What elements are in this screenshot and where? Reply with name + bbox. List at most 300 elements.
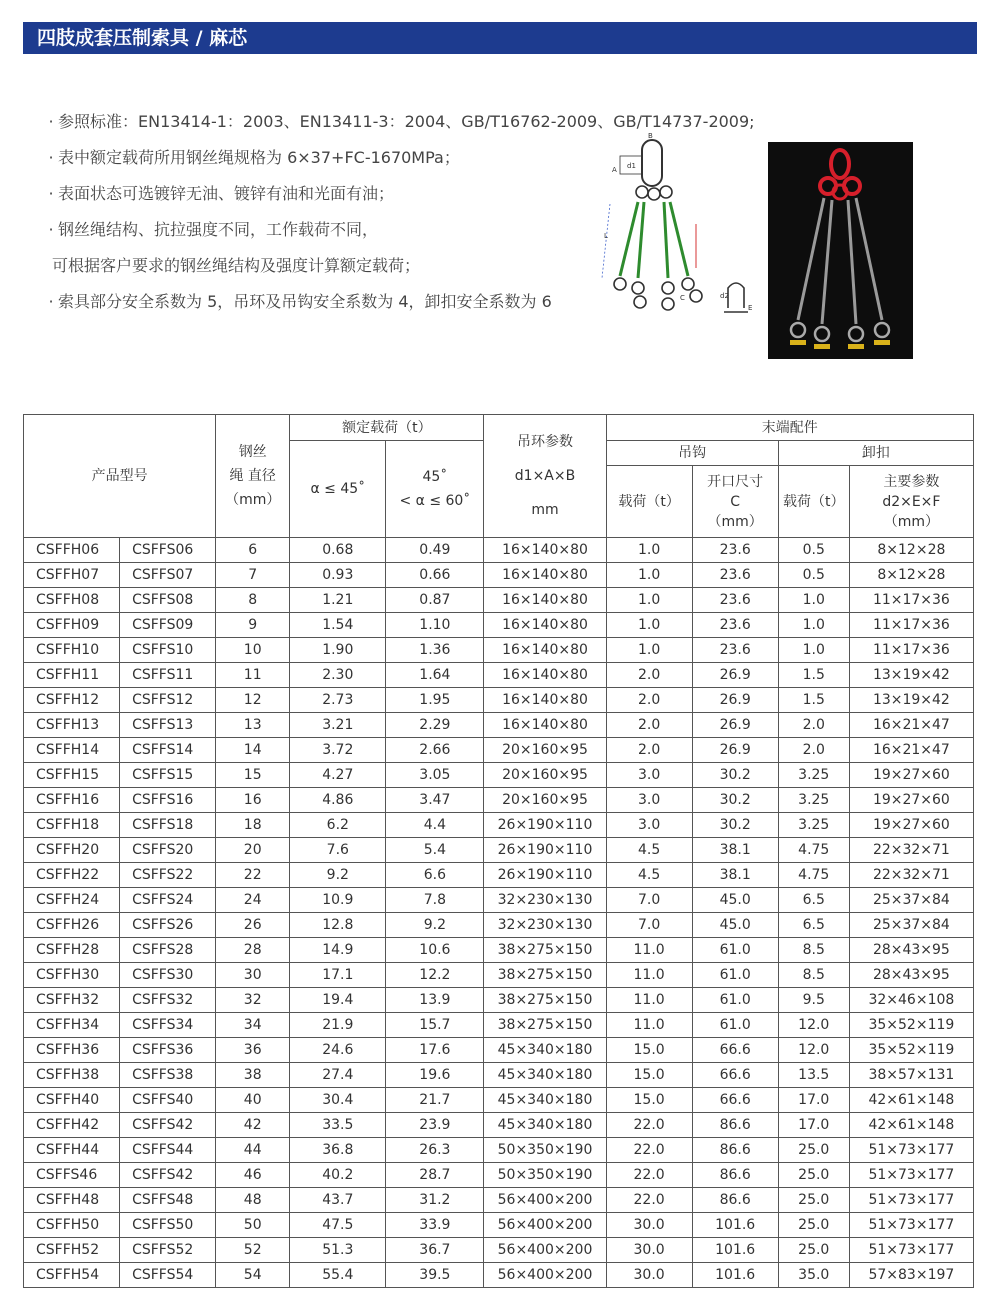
cell-load-45: 47.5 — [290, 1213, 386, 1238]
table-row — [24, 888, 974, 913]
cell-load-60: 36.7 — [386, 1238, 484, 1263]
cell-rope-diameter: 28 — [216, 938, 290, 963]
cell-ring-size: 20×160×95 — [484, 763, 606, 788]
cell-rope-diameter: 22 — [216, 863, 290, 888]
cell-rope-diameter: 50 — [216, 1213, 290, 1238]
cell-rope-diameter: 13 — [216, 713, 290, 738]
cell-load-60: 9.2 — [386, 913, 484, 938]
cell-hook-opening: 23.6 — [692, 563, 778, 588]
cell-hook-opening: 101.6 — [692, 1238, 778, 1263]
cell-model-s: CSFFS18 — [120, 813, 216, 838]
cell-model-h: CSFFH50 — [24, 1213, 120, 1238]
cell-model-s: CSFFS20 — [120, 838, 216, 863]
cell-load-60: 13.9 — [386, 988, 484, 1013]
cell-model-s: CSFFS16 — [120, 788, 216, 813]
note-item: · 钢丝绳结构、抗拉强度不同，工作载荷不同， — [48, 220, 379, 239]
cell-model-s: CSFFS42 — [120, 1163, 216, 1188]
header-hook-opening: 开口尺寸 C （mm） — [692, 466, 778, 538]
table-row — [24, 988, 974, 1013]
cell-hook-opening: 30.2 — [692, 763, 778, 788]
table-row — [24, 613, 974, 638]
cell-hook-load: 11.0 — [606, 1013, 692, 1038]
cell-rope-diameter: 14 — [216, 738, 290, 763]
cell-load-45: 55.4 — [290, 1263, 386, 1288]
cell-load-60: 23.9 — [386, 1113, 484, 1138]
cell-model-s: CSFFS09 — [120, 613, 216, 638]
table-row — [24, 1213, 974, 1238]
cell-shackle-load: 17.0 — [778, 1088, 849, 1113]
cell-rope-diameter: 20 — [216, 838, 290, 863]
header-rated-load: 额定载荷（t） — [290, 415, 484, 441]
cell-shackle-size: 8×12×28 — [849, 538, 973, 563]
cell-load-60: 7.8 — [386, 888, 484, 913]
cell-rope-diameter: 34 — [216, 1013, 290, 1038]
diagram-label-e: E — [748, 304, 753, 312]
cell-rope-diameter: 26 — [216, 913, 290, 938]
table-row — [24, 788, 974, 813]
cell-shackle-load: 8.5 — [778, 938, 849, 963]
diagram-label-c: C — [680, 294, 685, 302]
cell-ring-size: 16×140×80 — [484, 538, 606, 563]
cell-ring-size: 56×400×200 — [484, 1238, 606, 1263]
cell-hook-load: 2.0 — [606, 713, 692, 738]
cell-ring-size: 38×275×150 — [484, 1013, 606, 1038]
cell-load-60: 17.6 — [386, 1038, 484, 1063]
cell-rope-diameter: 24 — [216, 888, 290, 913]
cell-hook-opening: 26.9 — [692, 663, 778, 688]
cell-load-45: 17.1 — [290, 963, 386, 988]
cell-model-h: CSFFH30 — [24, 963, 120, 988]
cell-model-s: CSFFS52 — [120, 1238, 216, 1263]
cell-shackle-size: 32×46×108 — [849, 988, 973, 1013]
cell-load-60: 4.4 — [386, 813, 484, 838]
table-row — [24, 913, 974, 938]
cell-shackle-size: 11×17×36 — [849, 588, 973, 613]
diagram-label-l: L — [604, 232, 608, 240]
cell-shackle-load: 4.75 — [778, 838, 849, 863]
cell-shackle-size: 42×61×148 — [849, 1088, 973, 1113]
cell-model-s: CSFFS54 — [120, 1263, 216, 1288]
cell-shackle-size: 16×21×47 — [849, 713, 973, 738]
cell-shackle-size: 19×27×60 — [849, 763, 973, 788]
cell-model-s: CSFFS30 — [120, 963, 216, 988]
header-hook: 吊钩 — [606, 441, 778, 466]
cell-hook-load: 3.0 — [606, 763, 692, 788]
cell-load-60: 2.66 — [386, 738, 484, 763]
cell-ring-size: 26×190×110 — [484, 863, 606, 888]
cell-ring-size: 38×275×150 — [484, 988, 606, 1013]
cell-shackle-load: 25.0 — [778, 1238, 849, 1263]
cell-rope-diameter: 54 — [216, 1263, 290, 1288]
cell-load-45: 1.54 — [290, 613, 386, 638]
cell-hook-load: 22.0 — [606, 1163, 692, 1188]
cell-hook-load: 15.0 — [606, 1088, 692, 1113]
diagram-label-d1: d1 — [627, 162, 636, 170]
cell-hook-opening: 86.6 — [692, 1163, 778, 1188]
cell-shackle-load: 3.25 — [778, 788, 849, 813]
cell-rope-diameter: 7 — [216, 563, 290, 588]
table-row — [24, 538, 974, 563]
cell-rope-diameter: 9 — [216, 613, 290, 638]
cell-shackle-size: 51×73×177 — [849, 1188, 973, 1213]
header-load-alpha-45: α ≤ 45˚ — [290, 441, 386, 538]
cell-hook-load: 22.0 — [606, 1113, 692, 1138]
note-item: · 表中额定载荷所用钢丝绳规格为 6×37+FC-1670MPa； — [48, 148, 460, 167]
cell-hook-load: 11.0 — [606, 988, 692, 1013]
cell-load-60: 0.49 — [386, 538, 484, 563]
cell-hook-load: 11.0 — [606, 963, 692, 988]
diagram-label-a: A — [612, 166, 617, 174]
cell-model-s: CSFFS10 — [120, 638, 216, 663]
header-load-alpha-60: 45˚ < α ≤ 60˚ — [386, 441, 484, 538]
cell-model-s: CSFFS07 — [120, 563, 216, 588]
cell-hook-opening: 23.6 — [692, 613, 778, 638]
cell-ring-size: 20×160×95 — [484, 788, 606, 813]
note-item: · 索具部分安全系数为 5，吊环及吊钩安全系数为 4，卸扣安全系数为 6 — [48, 292, 552, 311]
cell-model-h: CSFFH18 — [24, 813, 120, 838]
cell-model-h: CSFFH10 — [24, 638, 120, 663]
cell-load-60: 1.36 — [386, 638, 484, 663]
cell-load-60: 1.95 — [386, 688, 484, 713]
cell-model-h: CSFFH52 — [24, 1238, 120, 1263]
cell-shackle-load: 35.0 — [778, 1263, 849, 1288]
header-ring-params: 吊环参数 d1×A×B mm — [484, 415, 606, 538]
cell-load-45: 40.2 — [290, 1163, 386, 1188]
header-end-fittings: 末端配件 — [606, 415, 973, 441]
cell-model-s: CSFFS44 — [120, 1138, 216, 1163]
cell-shackle-size: 42×61×148 — [849, 1113, 973, 1138]
cell-hook-opening: 61.0 — [692, 963, 778, 988]
cell-ring-size: 26×190×110 — [484, 813, 606, 838]
cell-ring-size: 56×400×200 — [484, 1213, 606, 1238]
sling-diagram — [596, 128, 756, 328]
cell-hook-load: 30.0 — [606, 1213, 692, 1238]
cell-ring-size: 38×275×150 — [484, 963, 606, 988]
cell-model-s: CSFFS06 — [120, 538, 216, 563]
cell-shackle-load: 1.0 — [778, 588, 849, 613]
cell-model-h: CSFFH54 — [24, 1263, 120, 1288]
cell-ring-size: 32×230×130 — [484, 888, 606, 913]
cell-model-s: CSFFS26 — [120, 913, 216, 938]
header-shackle-load: 载荷（t） — [778, 466, 849, 538]
cell-rope-diameter: 18 — [216, 813, 290, 838]
cell-hook-opening: 86.6 — [692, 1113, 778, 1138]
section-title-bar — [23, 22, 977, 54]
header-shackle-main: 主要参数 d2×E×F （mm） — [849, 466, 973, 538]
cell-shackle-load: 3.25 — [778, 813, 849, 838]
cell-hook-load: 30.0 — [606, 1263, 692, 1288]
cell-shackle-size: 38×57×131 — [849, 1063, 973, 1088]
cell-shackle-size: 22×32×71 — [849, 838, 973, 863]
cell-model-s: CSFFS50 — [120, 1213, 216, 1238]
cell-load-60: 21.7 — [386, 1088, 484, 1113]
cell-shackle-load: 12.0 — [778, 1038, 849, 1063]
table-row — [24, 738, 974, 763]
cell-hook-load: 1.0 — [606, 563, 692, 588]
cell-shackle-load: 1.0 — [778, 638, 849, 663]
cell-hook-opening: 61.0 — [692, 1013, 778, 1038]
cell-ring-size: 20×160×95 — [484, 738, 606, 763]
cell-model-s: CSFFS34 — [120, 1013, 216, 1038]
cell-model-h: CSFFH44 — [24, 1138, 120, 1163]
cell-load-45: 36.8 — [290, 1138, 386, 1163]
cell-load-60: 1.64 — [386, 663, 484, 688]
cell-model-s: CSFFS38 — [120, 1063, 216, 1088]
diagram-label-b: B — [648, 132, 653, 140]
cell-load-45: 24.6 — [290, 1038, 386, 1063]
cell-model-h: CSFFH09 — [24, 613, 120, 638]
cell-model-h: CSFFH42 — [24, 1113, 120, 1138]
cell-hook-opening: 30.2 — [692, 788, 778, 813]
cell-hook-load: 7.0 — [606, 888, 692, 913]
cell-ring-size: 32×230×130 — [484, 913, 606, 938]
header-rope-diameter: 钢丝 绳 直径 （mm） — [216, 415, 290, 538]
cell-shackle-load: 0.5 — [778, 563, 849, 588]
cell-hook-load: 3.0 — [606, 788, 692, 813]
header-shackle: 卸扣 — [778, 441, 973, 466]
cell-rope-diameter: 30 — [216, 963, 290, 988]
table-row — [24, 663, 974, 688]
cell-rope-diameter: 46 — [216, 1163, 290, 1188]
cell-ring-size: 45×340×180 — [484, 1038, 606, 1063]
cell-hook-opening: 66.6 — [692, 1088, 778, 1113]
section-title: 四肢成套压制索具 / 麻芯 — [37, 27, 248, 49]
cell-shackle-size: 19×27×60 — [849, 813, 973, 838]
cell-load-60: 19.6 — [386, 1063, 484, 1088]
cell-load-60: 0.66 — [386, 563, 484, 588]
cell-hook-load: 2.0 — [606, 738, 692, 763]
cell-shackle-size: 57×83×197 — [849, 1263, 973, 1288]
cell-hook-opening: 30.2 — [692, 813, 778, 838]
cell-rope-diameter: 6 — [216, 538, 290, 563]
cell-ring-size: 45×340×180 — [484, 1063, 606, 1088]
cell-model-h: CSFFH32 — [24, 988, 120, 1013]
cell-load-60: 3.05 — [386, 763, 484, 788]
cell-hook-load: 4.5 — [606, 838, 692, 863]
cell-shackle-load: 17.0 — [778, 1113, 849, 1138]
cell-hook-opening: 38.1 — [692, 838, 778, 863]
cell-shackle-load: 12.0 — [778, 1013, 849, 1038]
cell-load-45: 1.21 — [290, 588, 386, 613]
cell-load-45: 30.4 — [290, 1088, 386, 1113]
cell-shackle-load: 9.5 — [778, 988, 849, 1013]
cell-load-60: 3.47 — [386, 788, 484, 813]
table-row — [24, 1188, 974, 1213]
cell-model-s: CSFFS11 — [120, 663, 216, 688]
cell-hook-load: 7.0 — [606, 913, 692, 938]
cell-ring-size: 16×140×80 — [484, 688, 606, 713]
cell-load-45: 0.68 — [290, 538, 386, 563]
cell-hook-load: 3.0 — [606, 813, 692, 838]
cell-load-60: 5.4 — [386, 838, 484, 863]
note-item: · 参照标准：EN13414-1：2003、EN13411-3：2004、GB/T16762-2009、GB/T14737-2009; — [48, 112, 755, 131]
diagram-label-d2: d2 — [720, 292, 729, 300]
cell-load-60: 39.5 — [386, 1263, 484, 1288]
table-row — [24, 563, 974, 588]
cell-ring-size: 26×190×110 — [484, 838, 606, 863]
cell-ring-size: 50×350×190 — [484, 1163, 606, 1188]
cell-model-s: CSFFS40 — [120, 1088, 216, 1113]
cell-shackle-size: 28×43×95 — [849, 963, 973, 988]
cell-model-h: CSFFH24 — [24, 888, 120, 913]
cell-model-h: CSFFH34 — [24, 1013, 120, 1038]
cell-load-45: 2.73 — [290, 688, 386, 713]
cell-load-60: 0.87 — [386, 588, 484, 613]
cell-shackle-size: 8×12×28 — [849, 563, 973, 588]
cell-model-h: CSFFH22 — [24, 863, 120, 888]
cell-hook-opening: 38.1 — [692, 863, 778, 888]
cell-shackle-load: 3.25 — [778, 763, 849, 788]
cell-rope-diameter: 11 — [216, 663, 290, 688]
cell-shackle-size: 51×73×177 — [849, 1213, 973, 1238]
table-row — [24, 588, 974, 613]
cell-hook-opening: 61.0 — [692, 938, 778, 963]
cell-shackle-size: 35×52×119 — [849, 1038, 973, 1063]
cell-hook-opening: 66.6 — [692, 1038, 778, 1063]
cell-load-60: 33.9 — [386, 1213, 484, 1238]
cell-load-60: 6.6 — [386, 863, 484, 888]
spec-table-body — [24, 538, 974, 1288]
cell-rope-diameter: 15 — [216, 763, 290, 788]
cell-rope-diameter: 8 — [216, 588, 290, 613]
cell-load-45: 12.8 — [290, 913, 386, 938]
cell-hook-load: 2.0 — [606, 688, 692, 713]
cell-shackle-size: 35×52×119 — [849, 1013, 973, 1038]
cell-shackle-load: 8.5 — [778, 963, 849, 988]
cell-ring-size: 16×140×80 — [484, 588, 606, 613]
cell-load-45: 27.4 — [290, 1063, 386, 1088]
cell-load-45: 3.21 — [290, 713, 386, 738]
cell-load-60: 15.7 — [386, 1013, 484, 1038]
cell-rope-diameter: 40 — [216, 1088, 290, 1113]
cell-rope-diameter: 36 — [216, 1038, 290, 1063]
cell-model-h: CSFFH38 — [24, 1063, 120, 1088]
cell-hook-opening: 23.6 — [692, 538, 778, 563]
cell-model-s: CSFFS48 — [120, 1188, 216, 1213]
cell-rope-diameter: 42 — [216, 1113, 290, 1138]
cell-model-s: CSFFS13 — [120, 713, 216, 738]
cell-rope-diameter: 38 — [216, 1063, 290, 1088]
cell-hook-opening: 61.0 — [692, 988, 778, 1013]
cell-hook-load: 30.0 — [606, 1238, 692, 1263]
cell-load-45: 14.9 — [290, 938, 386, 963]
cell-hook-opening: 101.6 — [692, 1213, 778, 1238]
cell-model-h: CSFFH12 — [24, 688, 120, 713]
cell-shackle-load: 1.0 — [778, 613, 849, 638]
table-row — [24, 1263, 974, 1288]
cell-load-45: 4.27 — [290, 763, 386, 788]
cell-model-s: CSFFS32 — [120, 988, 216, 1013]
cell-hook-load: 15.0 — [606, 1063, 692, 1088]
table-row — [24, 763, 974, 788]
cell-model-s: CSFFS22 — [120, 863, 216, 888]
table-row — [24, 1238, 974, 1263]
cell-load-60: 10.6 — [386, 938, 484, 963]
cell-shackle-load: 0.5 — [778, 538, 849, 563]
cell-hook-opening: 101.6 — [692, 1263, 778, 1288]
cell-hook-opening: 26.9 — [692, 713, 778, 738]
cell-shackle-size: 51×73×177 — [849, 1163, 973, 1188]
cell-shackle-size: 19×27×60 — [849, 788, 973, 813]
cell-hook-opening: 26.9 — [692, 738, 778, 763]
cell-shackle-size: 51×73×177 — [849, 1138, 973, 1163]
cell-model-h: CSFFH13 — [24, 713, 120, 738]
cell-load-60: 1.10 — [386, 613, 484, 638]
cell-ring-size: 45×340×180 — [484, 1113, 606, 1138]
cell-shackle-load: 2.0 — [778, 713, 849, 738]
cell-hook-opening: 45.0 — [692, 913, 778, 938]
cell-ring-size: 45×340×180 — [484, 1088, 606, 1113]
cell-load-45: 33.5 — [290, 1113, 386, 1138]
note-item: 可根据客户要求的钢丝绳结构及强度计算额定载荷； — [52, 256, 421, 275]
cell-model-h: CSFFH07 — [24, 563, 120, 588]
cell-rope-diameter: 32 — [216, 988, 290, 1013]
cell-hook-load: 15.0 — [606, 1038, 692, 1063]
cell-ring-size: 50×350×190 — [484, 1138, 606, 1163]
cell-load-60: 31.2 — [386, 1188, 484, 1213]
cell-model-h: CSFFH06 — [24, 538, 120, 563]
cell-rope-diameter: 16 — [216, 788, 290, 813]
cell-ring-size: 56×400×200 — [484, 1263, 606, 1288]
cell-hook-opening: 23.6 — [692, 588, 778, 613]
cell-load-45: 21.9 — [290, 1013, 386, 1038]
cell-shackle-size: 22×32×71 — [849, 863, 973, 888]
cell-ring-size: 16×140×80 — [484, 563, 606, 588]
cell-hook-load: 1.0 — [606, 588, 692, 613]
cell-shackle-size: 11×17×36 — [849, 638, 973, 663]
cell-shackle-size: 11×17×36 — [849, 613, 973, 638]
cell-hook-opening: 66.6 — [692, 1063, 778, 1088]
table-row — [24, 813, 974, 838]
table-row — [24, 1038, 974, 1063]
cell-load-45: 43.7 — [290, 1188, 386, 1213]
cell-load-45: 7.6 — [290, 838, 386, 863]
cell-ring-size: 56×400×200 — [484, 1188, 606, 1213]
table-row — [24, 838, 974, 863]
cell-ring-size: 16×140×80 — [484, 713, 606, 738]
spec-table — [23, 414, 974, 1288]
cell-shackle-size: 16×21×47 — [849, 738, 973, 763]
table-row — [24, 1163, 974, 1188]
cell-model-s: CSFFS12 — [120, 688, 216, 713]
cell-shackle-load: 4.75 — [778, 863, 849, 888]
cell-rope-diameter: 44 — [216, 1138, 290, 1163]
cell-rope-diameter: 10 — [216, 638, 290, 663]
note-item: · 表面状态可选镀锌无油、镀锌有油和光面有油； — [48, 184, 395, 203]
cell-hook-load: 22.0 — [606, 1188, 692, 1213]
cell-model-h: CSFFS46 — [24, 1163, 120, 1188]
cell-load-45: 9.2 — [290, 863, 386, 888]
cell-model-h: CSFFH36 — [24, 1038, 120, 1063]
cell-load-45: 6.2 — [290, 813, 386, 838]
cell-load-60: 26.3 — [386, 1138, 484, 1163]
cell-model-s: CSFFS36 — [120, 1038, 216, 1063]
cell-shackle-load: 6.5 — [778, 913, 849, 938]
cell-model-s: CSFFS28 — [120, 938, 216, 963]
cell-model-h: CSFFH14 — [24, 738, 120, 763]
table-row — [24, 863, 974, 888]
table-row — [24, 938, 974, 963]
table-row — [24, 1138, 974, 1163]
table-row — [24, 688, 974, 713]
cell-model-h: CSFFH28 — [24, 938, 120, 963]
cell-shackle-size: 13×19×42 — [849, 688, 973, 713]
cell-model-h: CSFFH11 — [24, 663, 120, 688]
cell-hook-load: 1.0 — [606, 638, 692, 663]
cell-hook-opening: 23.6 — [692, 638, 778, 663]
cell-model-h: CSFFH26 — [24, 913, 120, 938]
cell-load-45: 3.72 — [290, 738, 386, 763]
